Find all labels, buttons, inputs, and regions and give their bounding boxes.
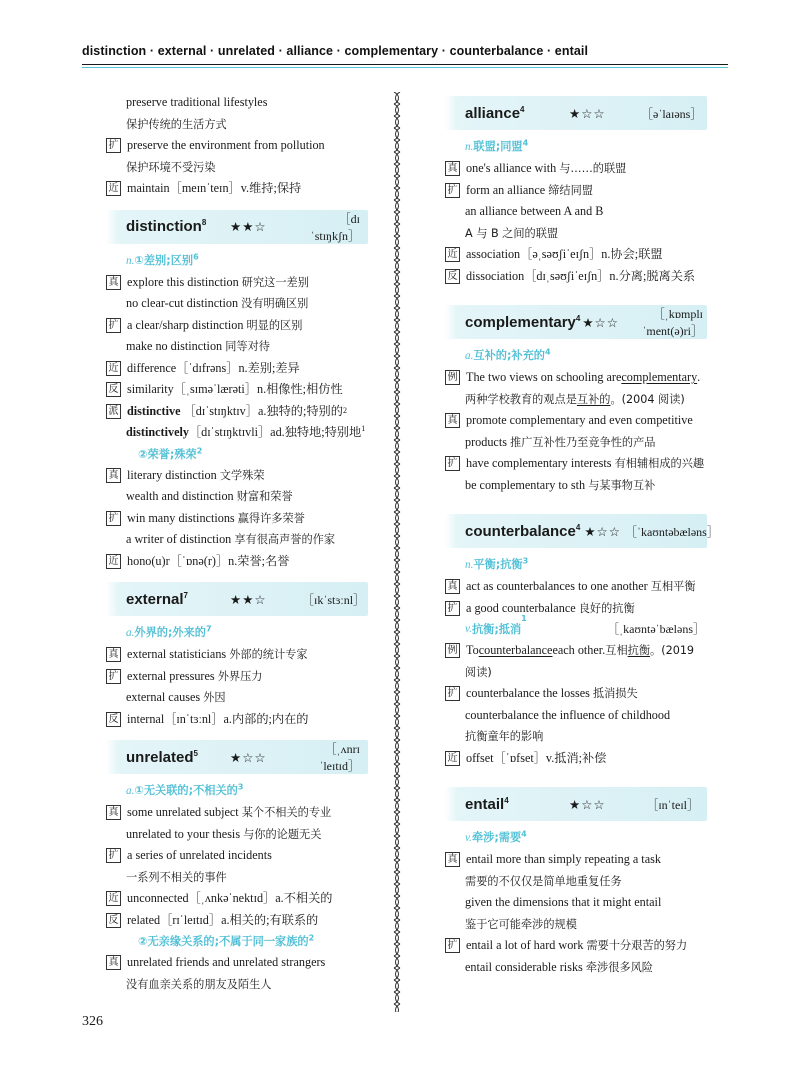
headword-box-external <box>118 582 368 616</box>
example-line: an alliance between A and B <box>465 204 604 218</box>
example-translation: 阅读) <box>465 665 492 679</box>
example-translation: 抗衡童年的影响 <box>465 730 544 743</box>
headword-box-alliance <box>457 96 707 130</box>
headword-box-complementary <box>457 305 707 339</box>
star-rating: ★★☆ <box>230 219 267 234</box>
exam-entry: 真 explore this distinction 研究这一差别 <box>106 272 366 294</box>
headword: unrelated$^5$ <box>126 748 198 766</box>
star-rating: ★☆☆ <box>230 749 267 765</box>
phonetic: ［əˈlaɪəns］ <box>641 106 703 121</box>
example-line: wealth and distinction 财富和荣誉 <box>126 489 293 503</box>
synonym-entry: 近 difference［ˈdɪfrəns］n.差别;差异 <box>106 358 366 380</box>
extended-entry: 扩 win many distinctions 赢得许多荣誉 <box>106 508 366 530</box>
phonetic: ［ˌkaʊntəˈbæləns］ <box>607 622 705 636</box>
header-rule <box>82 64 728 68</box>
exam-entry: 真 some unrelated subject 某个不相关的专业 <box>106 802 366 824</box>
derivative-entry: 派 distinctive ［dɪˈstɪŋktɪv］a.独特的;特别的 2 <box>106 401 366 423</box>
example-translation: 保护传统的生活方式 <box>126 117 227 131</box>
extended-entry: 扩 form an alliance 缔结同盟 <box>445 180 705 202</box>
star-rating: ★★☆ <box>230 591 267 607</box>
example-entry: 例 The two views on schooling are complementary . <box>445 367 705 389</box>
headword: complementary$^4$ <box>465 313 581 331</box>
left-column <box>106 92 366 995</box>
example-line: make no distinction 同等对待 <box>126 339 270 353</box>
synonym-entry: 近 association［əˌsəʊʃiˈeɪʃn］n.协会;联盟 <box>445 244 705 266</box>
tag-extend: 扩 <box>106 138 121 153</box>
headword-box-counterbalance <box>457 514 719 548</box>
headword-box-unrelated <box>118 740 368 774</box>
headword: entail$^4$ <box>465 795 509 813</box>
sense-label: v.牵涉;需要$^4$ <box>465 829 527 844</box>
sense-label: ②无亲缘关系的;不属于同一家族的$^2$ <box>138 933 315 948</box>
headword: external$^7$ <box>126 590 188 608</box>
running-header: distinction · external · unrelated · alliance · complementary · counterbalance · entail <box>82 44 589 58</box>
extended-entry: 扩 entail a lot of hard work 需要十分艰苦的努力 <box>445 935 705 957</box>
example-translation: 需要的不仅仅是简单地重复任务 <box>465 874 622 888</box>
example-line: entail considerable risks 牵涉很多风险 <box>465 959 653 974</box>
tag-synonym: 近 <box>106 181 121 196</box>
synonym-entry: 近 offset［ˈɒfset］v.抵消;补偿 <box>445 748 705 770</box>
example-line: a writer of distinction 享有很高声誉的作家 <box>126 532 336 546</box>
sense-label: ②荣誉;殊荣$^2$ <box>138 445 203 461</box>
example-translation: 没有血亲关系的朋友及陌生人 <box>126 977 272 991</box>
synonym-entry: 近 maintain［meɪnˈteɪn］v.维持;保持 <box>106 178 366 200</box>
phonetic: ［ɪnˈteɪl］ <box>646 797 699 812</box>
exam-entry: 真 unrelated friends and unrelated strangers <box>106 952 366 974</box>
extended-entry: 扩 a clear/sharp distinction 明显的区别 <box>106 315 366 337</box>
example-translation: 保护环境不受污染 <box>126 160 216 174</box>
exam-entry: 真 literary distinction 文学殊荣 <box>106 465 366 487</box>
phonetic: ［dɪˈstɪŋkʃn］ <box>310 211 360 243</box>
headword: alliance$^4$ <box>465 104 525 122</box>
antonym-entry: 反 related［rɪˈleɪtɪd］a.相关的;有联系的 <box>106 910 366 932</box>
extended-entry: 扩 a good counterbalance 良好的抗衡 <box>445 598 705 620</box>
synonym-entry: 近 unconnected［ˌʌnkəˈnektɪd］a.不相关的 <box>106 888 366 910</box>
extended-entry: 扩 counterbalance the losses 抵消损失 <box>445 683 705 705</box>
derivative-entry: distinctively［dɪˈstɪŋktɪvli］ad.独特地;特别地$^1$ <box>126 423 366 439</box>
headword: counterbalance$^4$ <box>465 522 581 540</box>
example-entry: 例 To counterbalance each other. 互相 抗衡 。(2019 <box>445 640 705 662</box>
column-divider <box>390 92 404 1012</box>
headword-box-distinction <box>118 210 368 244</box>
synonym-entry: 近 hono(u)r［ˈɒnə(r)］n.荣誉;名誉 <box>106 551 366 573</box>
sense-label: a.①无关联的;不相关的$^3$ <box>126 782 244 797</box>
right-column <box>445 96 719 978</box>
sense-label: n.①差别;区别$^6$ <box>126 251 199 267</box>
extended-entry: 扩 external pressures 外界压力 <box>106 666 366 688</box>
antonym-entry: 反 internal［ɪnˈtɜːnl］a.内部的;内在的 <box>106 709 366 731</box>
example-line: counterbalance the influence of childhood <box>465 707 671 722</box>
exam-entry: 真 promote complementary and even competitive <box>445 410 705 432</box>
extended-entry: 扩 preserve the environment from pollution <box>106 135 366 157</box>
antonym-entry: 反 similarity［ˌsɪməˈlærəti］n.相像性;相仿性 <box>106 379 366 401</box>
example-line: no clear-cut distinction 没有明确区别 <box>126 296 309 310</box>
sense-label: a.互补的;补充的$^4$ <box>465 347 551 362</box>
example-line: given the dimensions that it might entail <box>465 895 662 909</box>
example-translation: 一系列不相关的事件 <box>126 870 227 884</box>
headword-box-entail <box>457 787 707 821</box>
exam-entry: 真 entail more than simply repeating a task <box>445 849 705 871</box>
phonetic: ［ˌʌnrɪˈleɪtɪd］ <box>319 742 360 773</box>
example-line: unrelated to your thesis 与你的论题无关 <box>126 826 322 841</box>
sense-label: n.平衡;抗衡$^3$ <box>465 556 529 571</box>
example-line: preserve traditional lifestyles <box>126 95 268 109</box>
star-rating: ★☆☆ <box>569 105 606 121</box>
example-translation: A 与 B 之间的联盟 <box>465 226 559 240</box>
phonetic: ［ɪkˈstɜːnl］ <box>302 592 366 607</box>
example-translation: 鉴于它可能牵涉的规模 <box>465 917 577 931</box>
example-translation: 两种学校教育的观点是互补的。(2004 阅读) <box>465 392 685 406</box>
example-line: be complementary to sth 与某事物互补 <box>465 477 656 492</box>
star-rating: ★☆☆ <box>582 314 619 330</box>
exam-entry: 真 act as counterbalances to one another 互相平衡 <box>445 576 705 598</box>
sense-label: n.联盟;同盟$^4$ <box>465 138 529 153</box>
headword: distinction$^8$ <box>126 218 207 235</box>
exam-entry: 真 one's alliance with 与……的联盟 <box>445 158 705 180</box>
star-rating: ★☆☆ <box>584 523 621 539</box>
page-number: 326 <box>82 1014 103 1029</box>
extended-entry: 扩 a series of unrelated incidents <box>106 845 366 867</box>
antonym-entry: 反 dissociation［dɪˌsəʊʃiˈeɪʃn］n.分离;脱离关系 <box>445 266 705 288</box>
sense-label: a.外界的;外来的$^7$ <box>126 624 212 639</box>
example-line: external causes 外因 <box>126 690 226 704</box>
phonetic: ［ˌkɒmplɪˈment(ə)ri］ <box>642 307 703 338</box>
phonetic: ［ˈkaʊntəbæləns］ <box>624 524 719 539</box>
example-line: products 推广互补性乃至竞争性的产品 <box>465 434 656 449</box>
extended-entry: 扩 have complementary interests 有相辅相成的兴趣 <box>445 453 705 475</box>
sense-label: v. 抗衡;抵消 1 ［ˌkaʊntəˈbæləns］ <box>445 619 705 640</box>
star-rating: ★☆☆ <box>569 796 606 812</box>
exam-entry: 真 external statisticians 外部的统计专家 <box>106 644 366 666</box>
